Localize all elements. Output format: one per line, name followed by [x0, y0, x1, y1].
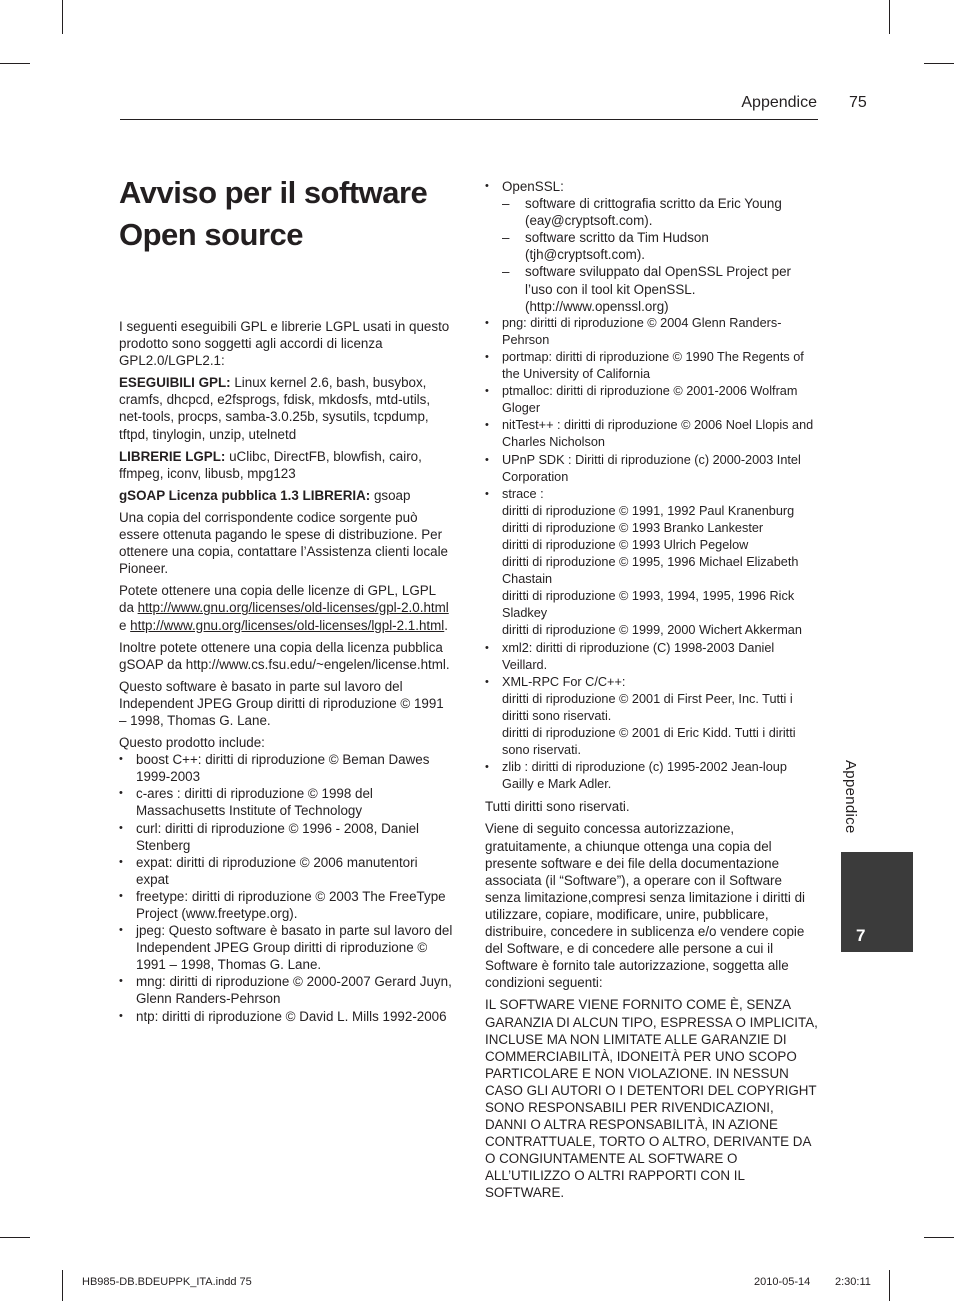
licenses-paragraph	[119, 582, 453, 633]
licenses-suffix: .	[444, 617, 448, 633]
lgpl-paragraph	[119, 448, 453, 482]
list-item: • jpeg: Questo software è basato in parte sul lavoro del Independent JPEG Group diritti di riproduzione © 1991 – 1998, Thomas G. Lane.	[119, 922, 453, 973]
list-item: • png: diritti di riproduzione © 2004 Glenn Randers-Pehrson	[485, 315, 819, 349]
crop-mark	[62, 0, 63, 34]
jpeg-paragraph: Questo software è basato in parte sul lavoro del Independent JPEG Group diritti di riproduzione © 1991 – 1998, Thomas G. Lane.	[119, 678, 444, 728]
crop-mark	[889, 0, 890, 34]
strace-line: diritti di riproduzione © 1999, 2000 Wichert Akkerman	[502, 623, 802, 638]
list-item: • boost C++: diritti di riproduzione © Beman Dawes 1999-2003	[119, 751, 453, 785]
lgpl-text: uClibc, DirectFB, blowfish, cairo, ffmpeg, iconv, libusb, mpg123	[119, 448, 422, 481]
header-rule	[120, 119, 818, 120]
list-item-xmlrpc	[485, 674, 819, 759]
footer-time: 2:30:11	[835, 1276, 871, 1288]
list-item: • curl: diritti di riproduzione © 1996 - 2008, Daniel Stenberg	[119, 820, 453, 854]
strace-line: diritti di riproduzione © 1991, 1992 Paul Kranenburg	[502, 503, 795, 518]
footer-file: HB985-DB.BDEUPPK_ITA.indd 75	[82, 1276, 252, 1288]
list-item: • zlib : diritti di riproduzione (c) 1995-2002 Jean-loup Gailly e Mark Adler.	[485, 759, 819, 793]
sub-item: – software scritto da Tim Hudson (tjh@cryptsoft.com).	[502, 229, 819, 263]
gpl-paragraph	[119, 374, 453, 442]
list-item: • mng: diritti di riproduzione © 2000-2007 Gerard Juyn, Glenn Randers-Pehrson	[119, 973, 453, 1007]
gpl-label: ESEGUIBILI GPL:	[119, 375, 231, 391]
left-component-list	[119, 751, 453, 1025]
includes-heading: Questo prodotto include:	[119, 735, 265, 751]
strace-label: • strace :	[502, 486, 544, 501]
gsoap-text: gsoap	[370, 487, 411, 503]
list-item-strace	[485, 486, 819, 640]
list-item: • ntp: diritti di riproduzione © David L. Mills 1992-2006	[119, 1008, 453, 1025]
chapter-number: 7	[856, 926, 866, 945]
list-item: • nitTest++ : diritti di riproduzione © 2006 Noel Llopis and Charles Nicholson	[485, 417, 819, 451]
footer-date: 2010-05-14	[754, 1276, 811, 1288]
crop-mark	[924, 1237, 954, 1238]
disclaimer-text: IL SOFTWARE VIENE FORNITO COME È, SENZA GARANZIA DI ALCUN TIPO, ESPRESSA O IMPLICITA, INCLUSE MA NON LIMITATE ALLE GARANZIE DI COMMERCIABILITÀ, IDONEITÀ PER UNO SCOPO PARTICOLARE E NON VIOLAZIONE. IN NESSUN CASO GLI AUTORI O I DETENTORI DEL COPYRIGHT SONO RESPONSABILI PER RIVENDICAZIONI, DANNI O ALTRA RESPONSABILITÀ, IN AZIONE CONTRATTUALE, TORTO O ALTRO, DERIVANTE DA O CONGIUNTAMENTE AL SOFTWARE O ALL’UTILIZZO O ALTRI RAPPORTI CON IL SOFTWARE.	[485, 997, 818, 1201]
openssl-sublist	[502, 195, 819, 315]
strace-line: diritti di riproduzione © 1993, 1994, 1995, 1996 Rick Sladkey	[502, 589, 795, 621]
list-item: • ptmalloc: diritti di riproduzione © 2001-2006 Wolfram Gloger	[485, 383, 819, 417]
strace-line: diritti di riproduzione © 1993 Branko Lankester	[502, 520, 764, 535]
intro-text: I seguenti eseguibili GPL e librerie LGPL usati in questo prodotto sono soggetti agli accordi di licenza GPL2.0/LGPL2.1:	[119, 319, 450, 369]
sub-item: – software di crittografia scritto da Eric Young (eay@cryptsoft.com).	[502, 195, 819, 229]
strace-line: diritti di riproduzione © 1995, 1996 Michael Elizabeth Chastain	[502, 555, 799, 587]
gpl-text: Linux kernel 2.6, bash, busybox, cramfs, dhcpcd, e2fsprogs, fdisk, mkdosfs, mtd-utils, net-tools, procps, samba-3.0.25b, sysutils, tcpdump, tftpd, tinylogin, unzip, utelnetd	[119, 375, 431, 442]
crop-mark	[0, 63, 30, 64]
xmlrpc-line: diritti di riproduzione © 2001 di First Peer, Inc. Tutti i diritti sono riservati.	[502, 691, 793, 723]
xmlrpc-line: diritti di riproduzione © 2001 di Eric Kidd. Tutti i diritti sono riservati.	[502, 726, 796, 758]
strace-line: diritti di riproduzione © 1993 Ulrich Pegelow	[502, 537, 749, 552]
page-number: 75	[849, 94, 867, 111]
crop-mark	[62, 1270, 63, 1301]
right-component-list	[485, 178, 819, 793]
list-item: • portmap: diritti di riproduzione © 1990 The Regents of the University of California	[485, 349, 819, 383]
openssl-label: OpenSSL:	[502, 179, 564, 194]
left-column	[119, 318, 453, 1030]
lgpl-label: LIBRERIE LGPL:	[119, 448, 226, 464]
chapter-tab	[841, 852, 913, 952]
list-item: • expat: diritti di riproduzione © 2006 manutentori expat	[119, 854, 453, 888]
gsoap-paragraph	[119, 487, 453, 504]
list-item-openssl	[485, 178, 819, 315]
gsoap-license-paragraph: Inoltre potete ottenere una copia della licenza pubblica gSOAP da http://www.cs.fsu.edu/~engelen/license.html.	[119, 639, 450, 672]
header-section: Appendice	[741, 94, 817, 111]
list-item: • c-ares : diritti di riproduzione © 1998 del Massachusetts Institute of Technology	[119, 785, 453, 819]
copy-paragraph: Una copia del corrispondente codice sorgente può essere ottenuta pagando le spese di distribuzione. Per ottenere una copia, contattare l’Assistenza clienti locale Pioneer.	[119, 509, 449, 577]
permission-text: Viene di seguito concessa autorizzazione, gratuitamente, a chiunque ottenga una copia del presente software e dei file della documentazione associata (il “Software”), a operare con il Software senza limitazione,compresi senza limitazione i diritti di utilizzare, copiare, modificare, unire, pubblicare, distribuire, concedere in sublicenza e/o vendere copie del Software, e di concedere alle persone a cui il Software è fornito tale autorizzazione, soggetta alle condizioni seguenti:	[485, 821, 806, 991]
list-item: • freetype: diritti di riproduzione © 2003 The FreeType Project (www.freetype.org).	[119, 888, 453, 922]
crop-mark	[924, 63, 954, 64]
rights-text: Tutti diritti sono riservati.	[485, 799, 630, 815]
list-item: • xml2: diritti di riproduzione (C) 1998-2003 Daniel Veillard.	[485, 640, 819, 674]
side-section-label: Appendice	[842, 760, 859, 834]
gpl-license-link[interactable]: http://www.gnu.org/licenses/old-licenses/gpl-2.0.html	[137, 600, 449, 616]
xmlrpc-label: • XML-RPC For C/C++:	[502, 674, 626, 689]
sub-item: – software sviluppato dal OpenSSL Project per l’uso con il tool kit OpenSSL. (http://www.openssl.org)	[502, 263, 819, 314]
licenses-prefix: Potete ottenere una copia delle licenze di GPL, LGPL da	[119, 583, 436, 616]
licenses-mid: e	[119, 617, 131, 633]
list-item: • UPnP SDK : Diritti di riproduzione (c) 2000-2003 Intel Corporation	[485, 452, 819, 486]
crop-mark	[889, 1270, 890, 1301]
lgpl-license-link[interactable]: http://www.gnu.org/licenses/old-licenses/lgpl-2.1.html	[130, 617, 445, 633]
right-column	[485, 178, 819, 1207]
crop-mark	[0, 1237, 30, 1238]
gsoap-label: gSOAP Licenza pubblica 1.3 LIBRERIA:	[119, 487, 371, 503]
page-title: Avviso per il software Open source	[119, 175, 428, 252]
